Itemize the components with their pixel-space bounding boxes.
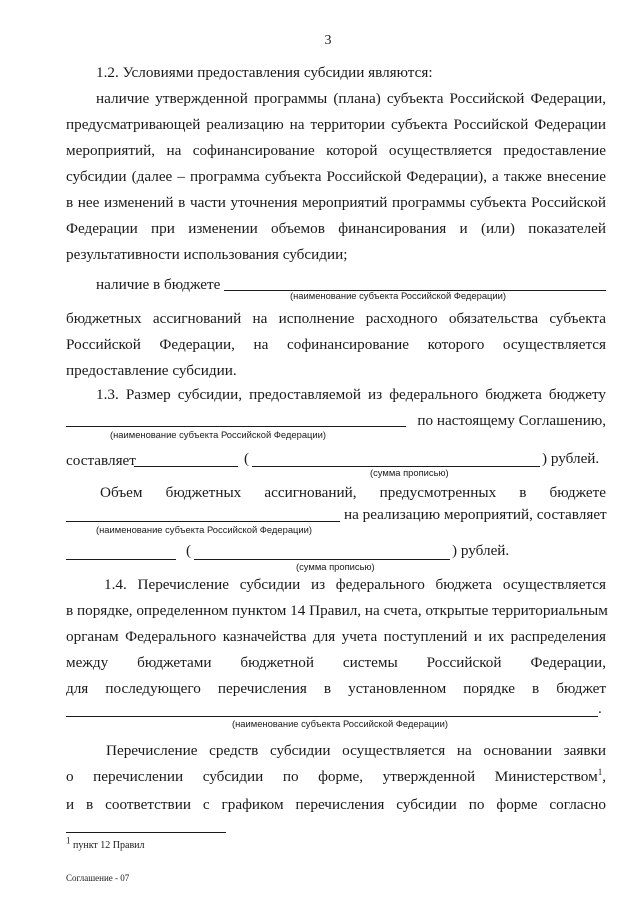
clause-1-2-line-2: предусматривающей реализацию на территории субъекта Российской Федерации [66,116,606,133]
volume-line-2: на реализацию мероприятий, составляет [344,506,607,523]
budget-subject-caption: (наименование субъекта Российской Федерации) [290,290,507,301]
clause-1-2-line-6: Федерации при изменении объемов финансирования и (или) показателей [66,220,606,237]
footnote-ref-1[interactable]: 1 [597,766,603,777]
volume-amount-close: ) рублей. [452,542,510,559]
clause-1-3-amount-label: составляет [66,452,136,469]
clause-1-2-line-3: мероприятий, на софинансирование которой осуществляется предоставление [66,142,606,159]
volume-amount-open: ( [186,542,192,559]
clause-1-2-line-1: наличие утвержденной программы (плана) субъекта Российской Федерации, [96,90,606,107]
clause-1-2-title: 1.2. Условиями предоставления субсидии являются: [96,64,433,81]
clause-1-2-line-4: субсидии (далее – программа субъекта Российской Федерации), а также внесение [66,168,606,185]
clause-1-3-amount-open: ( [244,450,250,467]
document-footer: Соглашение - 07 [66,873,130,883]
budget-intro: наличие в бюджете [96,276,221,293]
clause-1-4-line-5: для последующего перечисления в установленном порядке в бюджет [66,680,606,697]
clause-1-3-subject-blank [66,426,406,427]
volume-amount-digits-blank [66,559,176,560]
volume-amount-words-blank [194,559,450,560]
footnote-separator [66,832,226,833]
volume-line-1: Объем бюджетных ассигнований, предусмотренных в бюджете [100,484,606,501]
transfer-line-1: Перечисление средств субсидии осуществляется на основании заявки [106,742,606,759]
transfer-line-2 [66,768,606,786]
clause-1-4-line-1: 1.4. Перечисление субсидии из федерального бюджета осуществляется [104,576,606,593]
transfer-line-2-text: о перечислении субсидии по форме, утвержденной Министерством [66,768,598,785]
clause-1-3-amount-close: ) рублей. [542,450,600,467]
transfer-line-2-comma: , [602,768,606,785]
clause-1-4-line-3: органам Федерального казначейства для учета поступлений и их распределения [66,628,606,645]
page-number: 3 [324,33,332,48]
budget-line-3: Российской Федерации, на софинансирование которого осуществляется [66,336,606,353]
footnote [66,835,145,852]
budget-line-4: предоставление субсидии. [66,362,237,379]
clause-1-3-amount-caption: (сумма прописью) [370,467,449,478]
volume-subject-caption: (наименование субъекта Российской Федерации) [96,524,313,535]
clause-1-3-amount-digits-blank [134,466,238,467]
clause-1-4-end-dot: . [598,700,602,717]
volume-subject-blank [66,521,340,522]
clause-1-3-subject-caption: (наименование субъекта Российской Федерации) [110,429,327,440]
clause-1-4-line-2: в порядке, определенном пунктом 14 Правил, на счета, открытые территориальным [66,602,608,619]
clause-1-2-line-7: результативности использования субсидии; [66,246,348,263]
transfer-line-3: и в соответствии с графиком перечисления субсидии по форме согласно [66,796,606,813]
clause-1-3-line-1: 1.3. Размер субсидии, предоставляемой из федерального бюджета бюджету [96,386,606,403]
clause-1-4-line-4: между бюджетами бюджетной системы Российской Федерации, [66,654,606,671]
clause-1-2-line-5: в нее изменений в части уточнения мероприятий программы субъекта Российской [66,194,606,211]
clause-1-4-subject-blank [66,716,598,717]
budget-line-2: бюджетных ассигнований на исполнение расходного обязательства субъекта [66,310,606,327]
clause-1-4-subject-caption: (наименование субъекта Российской Федерации) [232,718,449,729]
footnote-text: пункт 12 Правил [70,840,145,851]
volume-amount-caption: (сумма прописью) [296,561,375,572]
clause-1-3-line-2: по настоящему Соглашению, [417,412,606,429]
footnote-mark: 1 [66,835,71,846]
